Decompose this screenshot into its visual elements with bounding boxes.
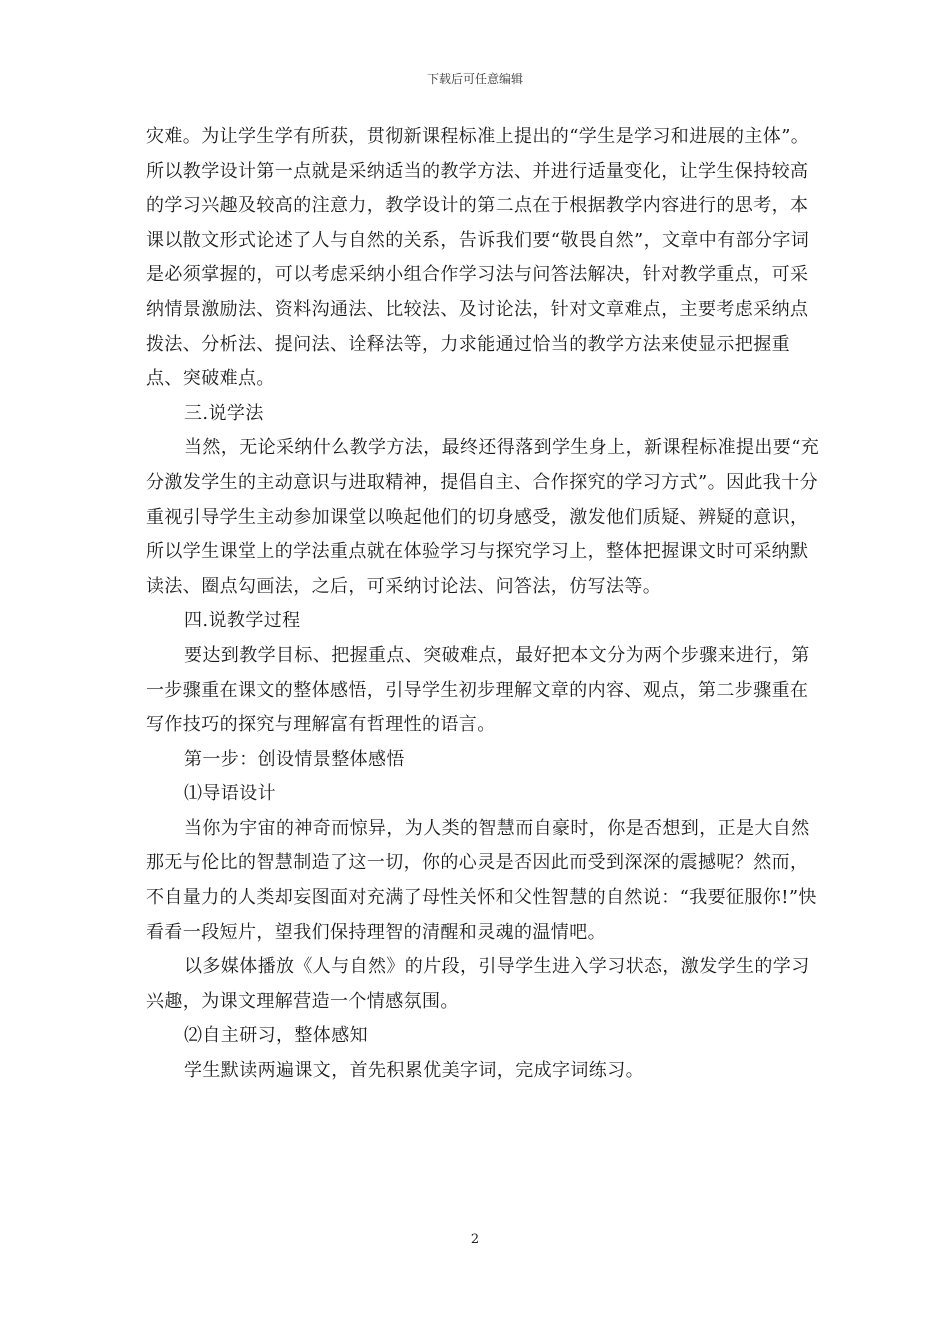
paragraph-self-study: 学生默读两遍课文，首先积累优美字词，完成字词练习。 <box>184 1060 644 1082</box>
paragraph-intro-design: 当你为宇宙的神奇而惊异，为人类的智慧而自豪时，你是否想到，正是大自然那无与伦比的智慧制造了这一切，你的心灵是否因此而受到深深的震撼呢？然而，不自量力的人类却妄图面对充满了母性关怀和父性智慧的自然说：“我要征服你!”快看看一段短片，望我们保持理智的清醒和灵魂的温情吧。 <box>146 817 817 943</box>
subheading-intro-design: ⑴导语设计 <box>184 783 276 805</box>
page-number: 2 <box>470 1232 480 1247</box>
subheading-self-study: ⑵自主研习，整体感知 <box>184 1025 368 1047</box>
paragraph-multimedia: 以多媒体播放《人与自然》的片段，引导学生进入学习状态，激发学生的学习兴趣，为课文理解营造一个情感氛围。 <box>146 956 810 1012</box>
paragraph-learning-method: 当然，无论采纳什么教学方法，最终还得落到学生身上，新课程标准提出要“充分激发学生的主动意识与进取精神，提倡自主、合作探究的学习方式”。因此我十分重视引导学生主动参加课堂以唤起他们的切身感受，激发他们质疑、辨疑的意识，所以学生课堂上的学法重点就在体验学习与探究学习上，整体把握课文时可采纳默读法、圈点勾画法，之后，可采纳讨论法、问答法，仿写法等。 <box>146 437 820 597</box>
document-body <box>146 120 826 1089</box>
paragraph-teaching-method: 灾难。为让学生学有所获，贯彻新课程标准上提出的“学生是学习和进展的主体”。所以教学设计第一点就是采纳适当的教学方法、并进行适量变化，让学生保持较高的学习兴趣及较高的注意力，教学设计的第二点在于根据教学内容进行的思考，本课以散文形式论述了人与自然的关系，告诉我们要“敬畏自然”，文章中有部分字词是必须掌握的，可以考虑采纳小组合作学习法与问答法解决，针对教学重点，可采纳情景激励法、资料沟通法、比较法、及讨论法，针对文章难点，主要考虑采纳点拨法、分析法、提问法、诠释法等，力求能通过恰当的教学方法来使显示把握重点、突破难点。 <box>146 126 810 390</box>
section-heading-learning-method: 三.说学法 <box>184 402 264 424</box>
step-one-heading: 第一步：创设情景整体感悟 <box>184 748 405 770</box>
paragraph-teaching-process: 要达到教学目标、把握重点、突破难点，最好把本文分为两个步骤来进行，第一步骤重在课文的整体感悟，引导学生初步理解文章的内容、观点，第二步骤重在写作技巧的探究与理解富有哲理性的语言。 <box>146 644 810 736</box>
page-header: 下载后可任意编辑 <box>426 72 523 86</box>
section-heading-teaching-process: 四.说教学过程 <box>184 610 301 632</box>
